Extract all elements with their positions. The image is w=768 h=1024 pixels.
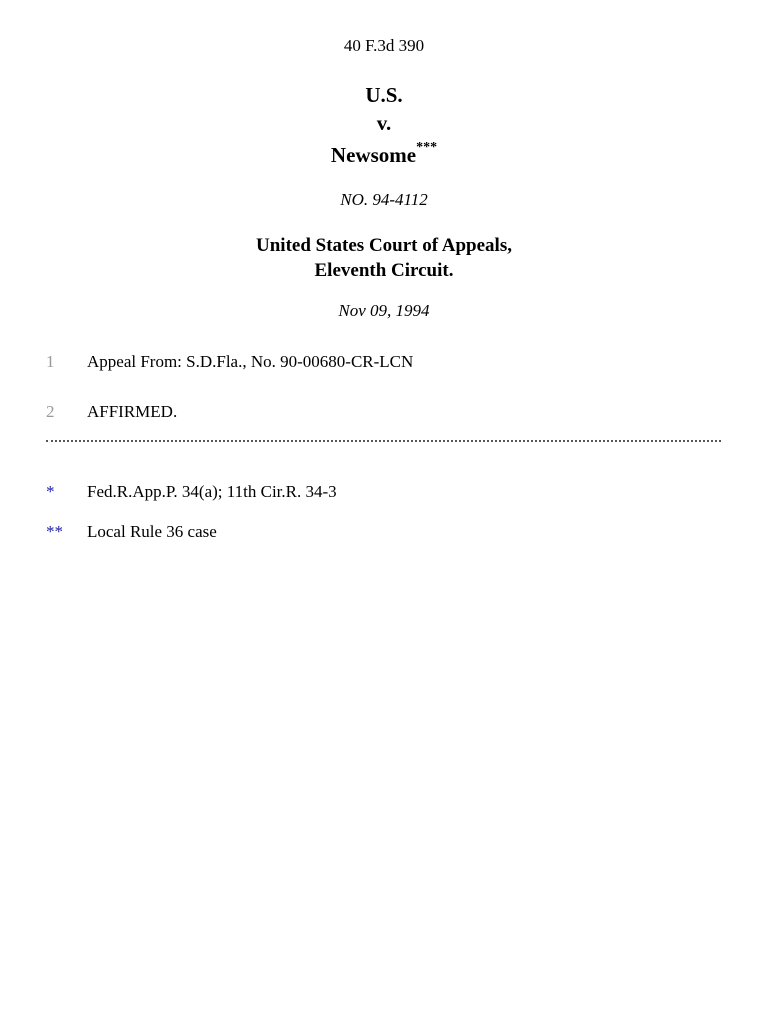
- paragraph-number: 2: [46, 402, 55, 421]
- footnote-marker-link[interactable]: **: [46, 522, 63, 541]
- party-one: U.S.: [365, 83, 403, 107]
- party-two: Newsome: [330, 143, 417, 167]
- footnote-text: Fed.R.App.P. 34(a); 11th Cir.R. 34-3: [87, 482, 337, 501]
- versus-label: v.: [376, 111, 392, 135]
- paragraph-text: Appeal From: S.D.Fla., No. 90-00680-CR-LCN: [87, 352, 414, 371]
- case-caption: [0, 81, 768, 169]
- court-name: [0, 233, 768, 283]
- court-name-line-2: Eleventh Circuit.: [314, 260, 454, 281]
- court-name-line-1: United States Court of Appeals,: [256, 235, 512, 256]
- paragraph-number: 1: [46, 352, 55, 371]
- case-citation: 40 F.3d 390: [343, 36, 425, 55]
- footnote-marker-link[interactable]: *: [46, 482, 55, 501]
- footnote-reference-link[interactable]: ***: [416, 140, 438, 155]
- footnote-divider: [46, 440, 721, 442]
- footnote-text: Local Rule 36 case: [87, 522, 217, 541]
- paragraph-text: AFFIRMED.: [87, 402, 178, 421]
- party-two-line: [0, 137, 768, 169]
- decision-date: Nov 09, 1994: [338, 301, 430, 320]
- docket-number: NO. 94-4112: [340, 190, 428, 209]
